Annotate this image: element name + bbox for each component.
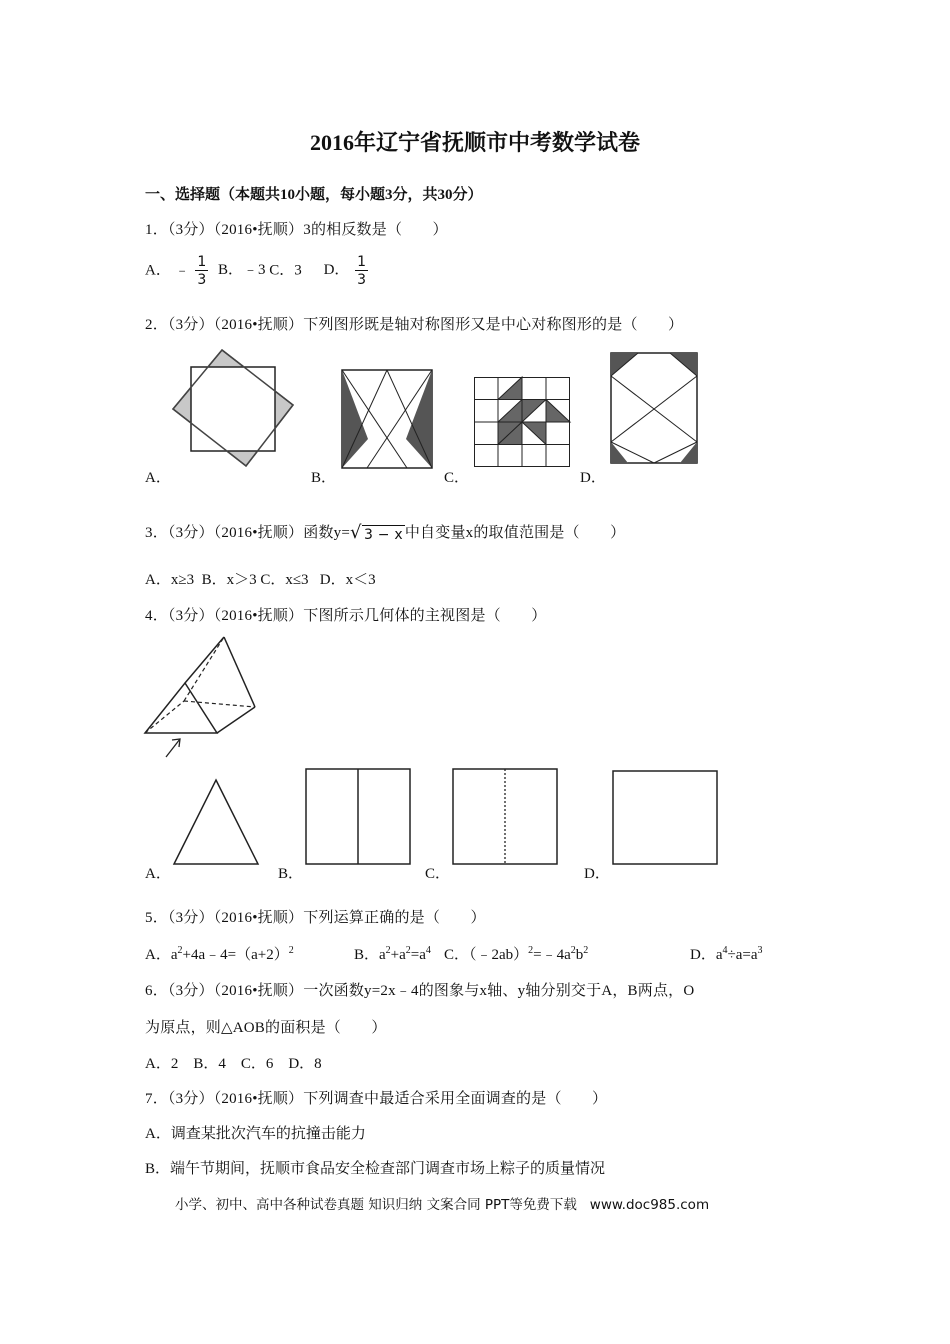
option-a-label: A．: [145, 262, 171, 279]
question-6-stem-line1: 6．（3分）（2016•抚顺）一次函数y=2x﹣4的图象与x轴、y轴分别交于A，B两点，O: [145, 983, 695, 999]
q4-prism-figure: [140, 633, 270, 763]
page-footer: 小学、初中、高中各种试卷真题 知识归纳 文案合同 PPT等免费下载 www.doc985.com: [175, 1197, 710, 1213]
q2-figure-b: [341, 369, 433, 469]
q2-option-a: A．: [145, 470, 171, 486]
question-3-stem-pre: 3．（3分）（2016•抚顺）函数y=: [145, 525, 351, 541]
q5-b-exponent: 2: [385, 945, 391, 956]
q5-d-part: D．a: [690, 947, 723, 963]
question-6-options: A．2 B．4 C．6 D．8: [145, 1056, 322, 1072]
q5-d-part: ÷a=a: [727, 947, 758, 963]
q4-option-a: A．: [145, 866, 171, 882]
fraction-denominator: 3: [357, 272, 367, 288]
q4-figure-a-triangle: [172, 779, 260, 865]
q5-d-exponent: 3: [757, 945, 763, 956]
option-d-label: D．: [323, 262, 350, 279]
q5-c-exponent: 2: [528, 945, 534, 956]
q2-figure-c: [474, 377, 570, 467]
q2-figure-a: [172, 349, 294, 467]
q4-option-d: D．: [584, 866, 610, 882]
page-title: 2016年辽宁省抚顺市中考数学试卷: [309, 130, 640, 155]
q5-b-part: B．a: [354, 947, 386, 963]
option-c: C．3: [269, 262, 302, 279]
option-a-sign: ﹣: [174, 262, 190, 279]
q4-option-c: C．: [425, 866, 451, 882]
q5-b-exponent: 4: [425, 945, 431, 956]
q4-option-b: B．: [278, 866, 304, 882]
q5-b-part: =a: [410, 947, 426, 963]
q7-option-b: B．端午节期间，抚顺市食品安全检查部门调查市场上粽子的质量情况: [145, 1161, 606, 1177]
question-7-stem: 7．（3分）（2016•抚顺）下列调查中最适合采用全面调查的是（ ）: [145, 1091, 608, 1107]
sqrt-symbol-icon: √: [350, 521, 362, 543]
q7-option-a: A．调查某批次汽车的抗撞击能力: [145, 1126, 366, 1142]
q5-d-exponent: 4: [722, 945, 728, 956]
q2-option-c: C．: [444, 470, 470, 486]
q4-figure-d-square: [612, 770, 718, 865]
q4-figure-c-dashed-line: [452, 768, 558, 865]
sqrt-radicand: 3 − x: [364, 526, 403, 543]
q5-option-b: [354, 943, 431, 964]
q5-b-exponent: 2: [405, 945, 411, 956]
question-2-stem: 2．（3分）（2016•抚顺）下列图形既是轴对称图形又是中心对称图形的是（ ）: [145, 317, 684, 333]
q5-c-exponent: 2: [570, 945, 576, 956]
question-3-stem-post: 中自变量x的取值范围是（ ）: [404, 525, 626, 541]
q5-a-exponent: 2: [177, 945, 183, 956]
question-1-stem: 1．（3分）（2016•抚顺）3的相反数是（ ）: [145, 222, 448, 238]
q5-c-part: =﹣4a: [533, 947, 571, 963]
q5-a-part: +4a﹣4=（a+2）: [182, 947, 289, 963]
option-a-fraction: [195, 255, 208, 287]
option-b: B．﹣3: [218, 262, 266, 279]
question-5-stem: 5．（3分）（2016•抚顺）下列运算正确的是（ ）: [145, 910, 486, 926]
fraction-denominator: 3: [197, 272, 207, 288]
question-3-options: A．x≥3 B．x＞3 C．x≤3 D．x＜3: [145, 572, 376, 588]
section-heading: 一、选择题（本题共10小题，每小题3分，共30分）: [145, 187, 483, 203]
question-6-stem-line2: 为原点，则△AOB的面积是（ ）: [145, 1020, 387, 1036]
q2-option-b: B．: [311, 470, 337, 486]
question-1-options: [145, 255, 370, 287]
sqrt-expression: [350, 521, 405, 543]
q5-a-part: A．a: [145, 947, 178, 963]
q5-c-part: C．（﹣2ab）: [444, 947, 529, 963]
q5-c-part: b: [575, 947, 584, 963]
q4-figure-b-solid-line: [305, 768, 411, 865]
q5-a-exponent: 2: [288, 945, 294, 956]
q5-b-part: +a: [390, 947, 406, 963]
question-3-stem: [145, 521, 625, 543]
q2-figure-d: [610, 352, 698, 464]
fraction-numerator: 1: [197, 254, 207, 270]
fraction-numerator: 1: [357, 254, 367, 270]
q5-option-c: [444, 943, 588, 964]
q5-c-exponent: 2: [583, 945, 589, 956]
option-d-fraction: [355, 255, 368, 287]
q5-option-d: [690, 943, 763, 964]
question-4-stem: 4．（3分）（2016•抚顺）下图所示几何体的主视图是（ ）: [145, 608, 547, 624]
q5-option-a: [145, 943, 294, 964]
q2-option-d: D．: [580, 470, 606, 486]
